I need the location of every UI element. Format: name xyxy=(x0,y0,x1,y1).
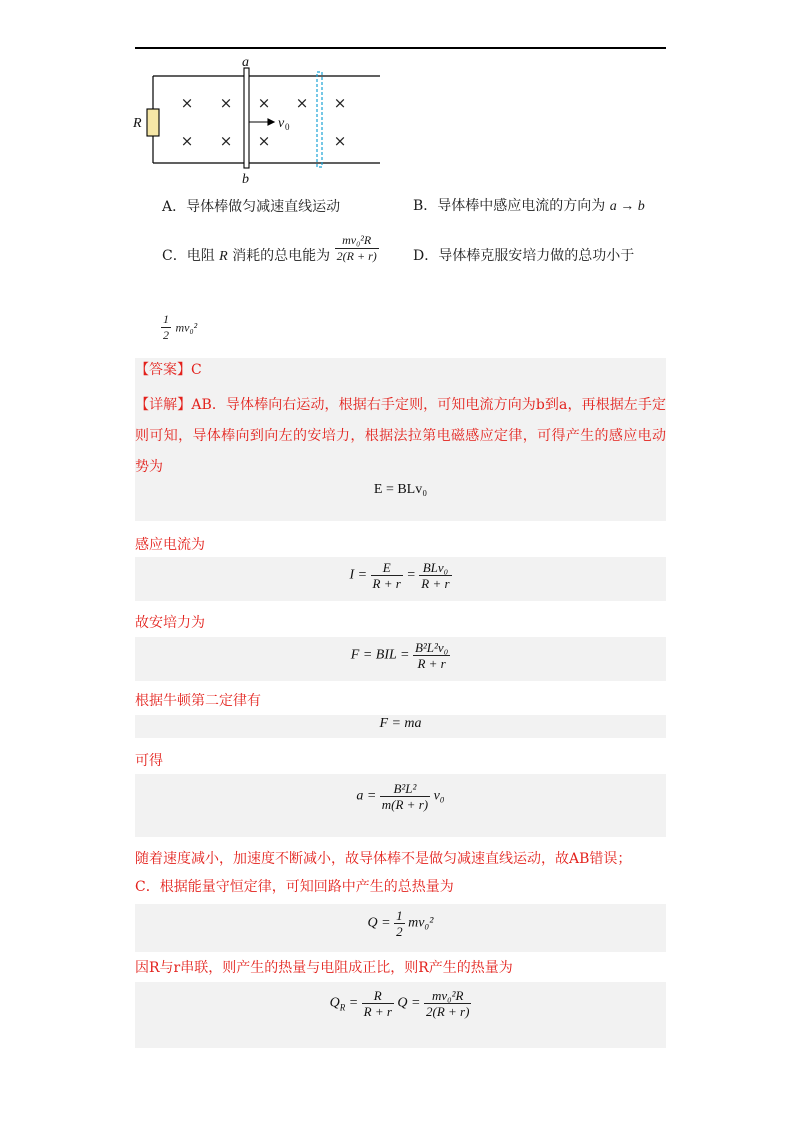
cross-mark: × xyxy=(180,94,194,112)
option-a: A．导体棒做匀减速直线运动 xyxy=(162,199,341,215)
equation-acceleration: a = $\frac{\text{B²L²}}{m(R + r)}$ v₀ xyxy=(356,781,445,812)
cross-mark: × xyxy=(257,132,271,150)
equation-total-heat: Q = $\frac{1}{2}$ mv₀² xyxy=(367,908,434,939)
option-c-text2: 消耗的总电能为 xyxy=(232,248,331,264)
text-induced-current: 感应电流为 xyxy=(135,537,205,553)
text-ampere-force: 故安培力为 xyxy=(135,615,205,631)
cross-mark: × xyxy=(219,94,233,112)
equation-force: F = BIL = $\frac{\text{B²L²v₀}}{R + r}$ xyxy=(350,640,449,671)
top-rule xyxy=(135,47,666,49)
circuit-diagram xyxy=(130,56,390,186)
cross-mark: × xyxy=(333,132,347,150)
option-c-fraction: $\frac{\text{mv₀²R}}{2(R + r)}$ xyxy=(336,233,377,263)
option-c-text: C．电阻 xyxy=(162,248,215,264)
cross-mark: × xyxy=(333,94,347,112)
cross-mark: × xyxy=(257,94,271,112)
answer-label: 【答案】C xyxy=(135,362,202,378)
option-b-text: B．导体棒中感应电流的方向为 xyxy=(413,198,606,214)
option-c-r: R xyxy=(219,249,228,264)
equation-newton: F = ma xyxy=(379,716,422,731)
label-b: b xyxy=(242,172,249,186)
option-d-value xyxy=(161,312,197,343)
cross-mark: × xyxy=(180,132,194,150)
label-v0-sub: 0 xyxy=(285,122,290,132)
option-d-rest: mv₀² xyxy=(175,320,198,335)
text-conclusion-ab: 随着速度减小，加速度不断减小，故导体棒不是做匀减速直线运动，故AB错误； xyxy=(135,851,632,867)
option-c xyxy=(162,230,379,267)
text-newton: 根据牛顿第二定律有 xyxy=(135,693,261,709)
equation-current: I = $\frac{E}{R + r}$ = $\frac{\text{BLv₀}}{R + r}$ xyxy=(349,560,450,591)
option-d-fraction: $\frac{1}{2}$ xyxy=(163,312,169,342)
text-series-heat: 因R与r串联，则产生的热量与电阻成正比，则R产生的热量为 xyxy=(135,960,513,976)
label-a: a xyxy=(242,56,249,70)
text-thus: 可得 xyxy=(135,753,163,769)
velocity-arrow xyxy=(249,119,274,125)
equation-emf: E = BLv₀ xyxy=(373,482,428,497)
option-b xyxy=(413,196,645,217)
cross-mark: × xyxy=(219,132,233,150)
cross-mark: × xyxy=(295,94,309,112)
conductor-rod xyxy=(244,68,249,168)
detail-paragraph: 【详解】AB．导体棒向右运动，根据右手定则，可知电流方向为b到a，再根据左手定则可知，导体棒向到向左的安培力，根据法拉第电磁感应定律，可得产生的感应电动势为 xyxy=(135,397,666,475)
option-d: D．导体棒克服安培力做的总功小于 xyxy=(413,248,635,264)
label-R: R xyxy=(133,116,142,131)
rod-final-position xyxy=(317,72,322,167)
text-energy-conservation: C．根据能量守恒定律，可知回路中产生的总热量为 xyxy=(135,879,454,895)
label-v0: v xyxy=(278,116,285,131)
resistor xyxy=(147,109,159,136)
option-b-math: a → b xyxy=(609,199,645,214)
equation-resistor-heat: $Q_R$ = $\frac{R}{R + r}$ Q = $\frac{\text{mv₀²R}}{2(R + r)}$ xyxy=(329,988,470,1019)
